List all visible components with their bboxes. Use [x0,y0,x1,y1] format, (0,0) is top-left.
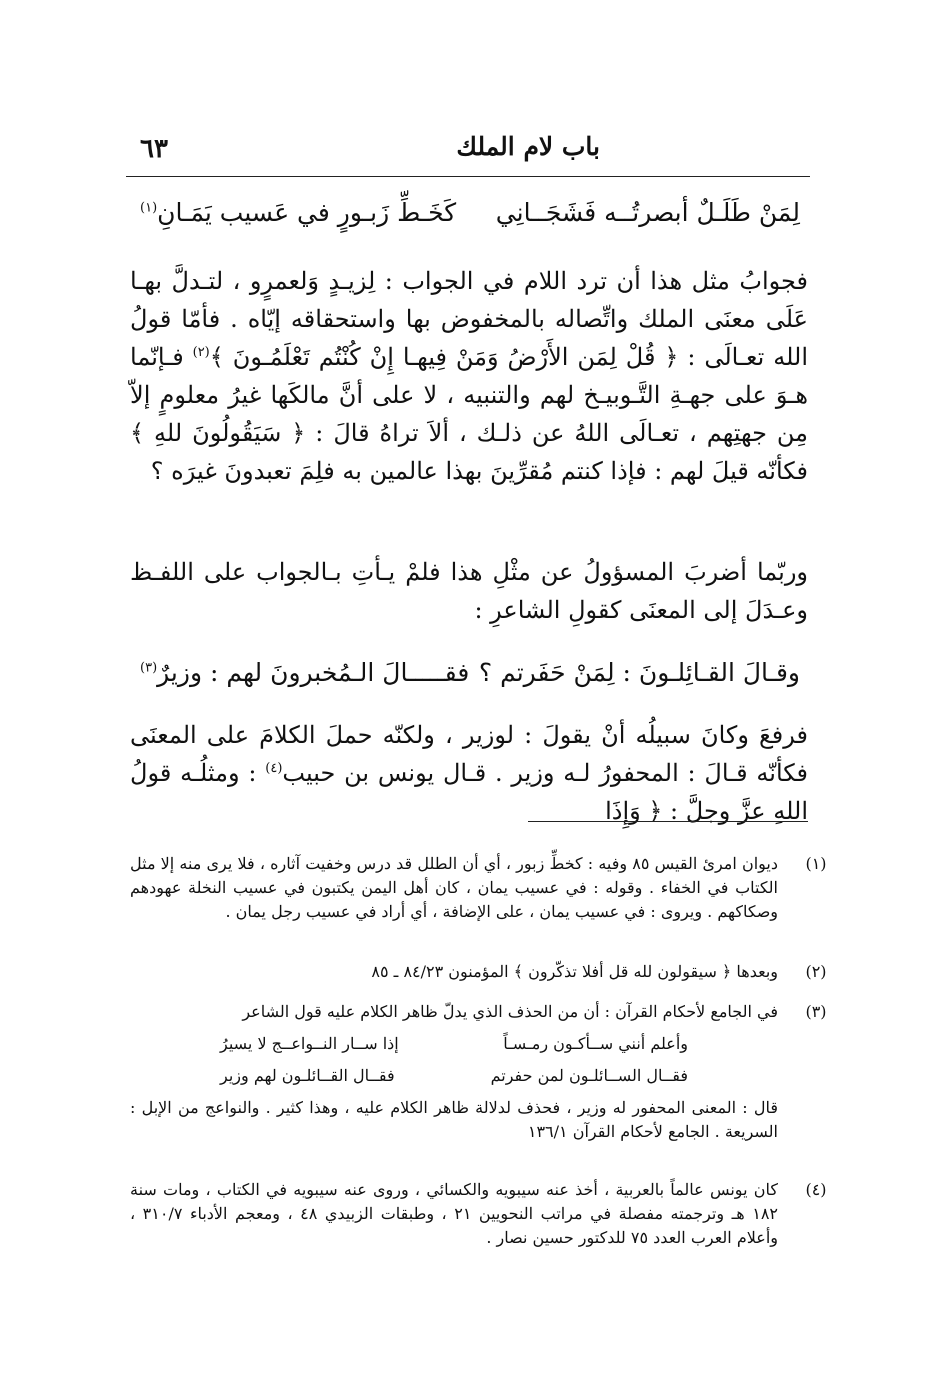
footnote-3-number: (٣) [805,1002,827,1021]
footnote-separator [528,821,808,822]
footnote-ref-4: (٤) [265,761,283,776]
paragraph-2 [130,553,808,629]
verse-2-second-hemistich [140,658,469,687]
footnote-3-poem-1-second: إذا ســار النــواعــج لا يسيرُ [220,1034,399,1053]
paragraph-3 [130,716,808,830]
footnote-1-number: (١) [805,854,827,873]
footnote-3-poem-line-2 [130,1064,778,1092]
footnote-ref-3: (٣) [140,660,158,676]
footnote-ref-2: (٢) [192,345,210,360]
verse-2 [140,658,800,702]
page-number: ٦٣ [140,134,168,164]
footnote-4-text: كان يونس عالماً بالعربية ، أخذ عنه سيبويه والكسائي ، وروى عنه سيبويه في الكتاب ، ومات سنة ١٨٢ هـ وترجمته مفصلة في مراتب النحويين ٢١ ، وطبقات الزبيدي ٤٨ ، ومعجم الأدباء ٣١٠/٧ ، وأعلام العرب العدد ٧٥ للدكتور حسين نصار . [130,1180,779,1247]
verse-1 [140,198,800,242]
footnote-2-text: وبعدها ﴿ سيقولون لله قل أفلا تذكّرون ﴾ المؤمنون ٨٤/٢٣ ـ ٨٥ [371,962,778,981]
footnote-1-text: ديوان امرئ القيس ٨٥ وفيه : كخطِّ زبور ، أي أن الطلل قد درس وخفيت آثاره ، فلا يرى منه إلا مثل الكتاب في الخفاء . وقوله : في عسيب يمان ، كان أهل اليمن يكتبون في عسيب النخلة عهودهم وصكاكهم . ويروى : في عسيب يمان ، على الإضافة ، أي أراد في عسيب رجل يمان . [130,854,779,921]
footnote-ref-1: (١) [140,200,158,216]
verse-1-first-text: لِمَنْ طَلَـلٌ أبصرتُــه فَشَجَــانِي [495,198,800,227]
footnote-2-number: (٢) [805,962,827,981]
paragraph-3-text-b: : ومثلُـه قولُ اللهِ عزَّ وجلَّ : ﴿ وَإِذَا [130,759,808,825]
verse-2-first-text: وقـالَ القـائِلـونَ : لِمَنْ حَفَرتم ؟ [478,658,800,687]
paragraph-2-text: وربّما أضربَ المسؤولُ عن مثْلِ هذا فلمْ يـأتِ بـالجواب على اللفـظ وعـدَلَ إلى المعنَى كقولِ الشاعرِ : [130,558,808,624]
footnote-3 [130,1000,838,1144]
footnote-3-text: في الجامع لأحكام القرآن : أن من الحذف الذي يدلّ ظاهر الكلام عليه قول الشاعر [242,1002,778,1021]
verse-1-second-hemistich [140,198,456,227]
paragraph-1 [130,262,808,490]
footnote-3-poem-2-first: فقــال الســائلـون لمن حفرتم [490,1066,688,1085]
verse-1-first-hemistich [496,198,800,227]
paragraph-1-text-b: فـإنّما هـوَ على جهـةِ التَّـوبيـخ لهم والتنبيه ، لا على أنَّ مالكَها غيرُ معلومٍ إلاّ مِن جهتِهم ، تعـالَى اللهُ عن ذلـك ، ألاَ تراهُ قالَ : ﴿ سَيَقُولُونَ للهِ ﴾ فكأنّه قيلَ لهم : فإذا كنتم مُقرِّينَ بهذا عالمين به فلِمَ تعبدونَ غيرَه ؟ [130,343,808,485]
verse-2-second-text: فقـــــالَ الـمُخبرونَ لهم : وزيرٌ [157,658,470,687]
paragraph-3-text-a: فرفعَ وكانَ سبيلُه أنْ يقولَ : لوزير ، ولكنّه حملَ الكلامَ على المعنَى فكأنّه قـالَ : المحفورُ لـه وزير . قـال يونس بن حبيب [130,721,809,787]
verse-1-second-text: كَخَـطِّ زَبـورٍ في عَسيب يَمَـانِ [157,198,457,227]
header-rule [126,176,810,177]
footnote-2 [130,960,838,984]
footnote-4 [130,1178,838,1250]
footnote-3-text-after: قال : المعنى المحفور له وزير ، فحذف لدلالة ظاهر الكلام عليه ، وهذا كثير . والنواعج من الإبل : السريعة . الجامع لأحكام القرآن ١٣٦/١ [130,1098,778,1141]
footnote-1 [130,852,838,924]
footnote-3-poem-line-1 [130,1032,778,1060]
footnote-3-poem-1-first: وأعلم أنني ســأكـون رمـسـاً [503,1034,688,1053]
footnote-4-number: (٤) [805,1180,827,1199]
paragraph-1-text-a: فجوابُ مثل هذا أن ترد اللام في الجواب : لِزيـدٍ وَلعمرٍو ، لتـدلَّ بهـا عَلَى معنَى الملك واتِّصاله بالمخفوض بها واستحقاقه إيّاه . فأمّا قولُ الله تعـالَى : ﴿ قُلْ لِمَن الأَرْضُ وَمَنْ فِيهـا إِنْ كُنْتُم تَعْلَمُـونَ ﴾ [130,267,808,371]
running-title: باب لام الملك [456,132,600,161]
footnote-3-poem-2-second: فقــال القــائلـون لهم وزير [220,1066,395,1085]
verse-2-first-hemistich [479,658,800,687]
page-header [130,122,810,172]
